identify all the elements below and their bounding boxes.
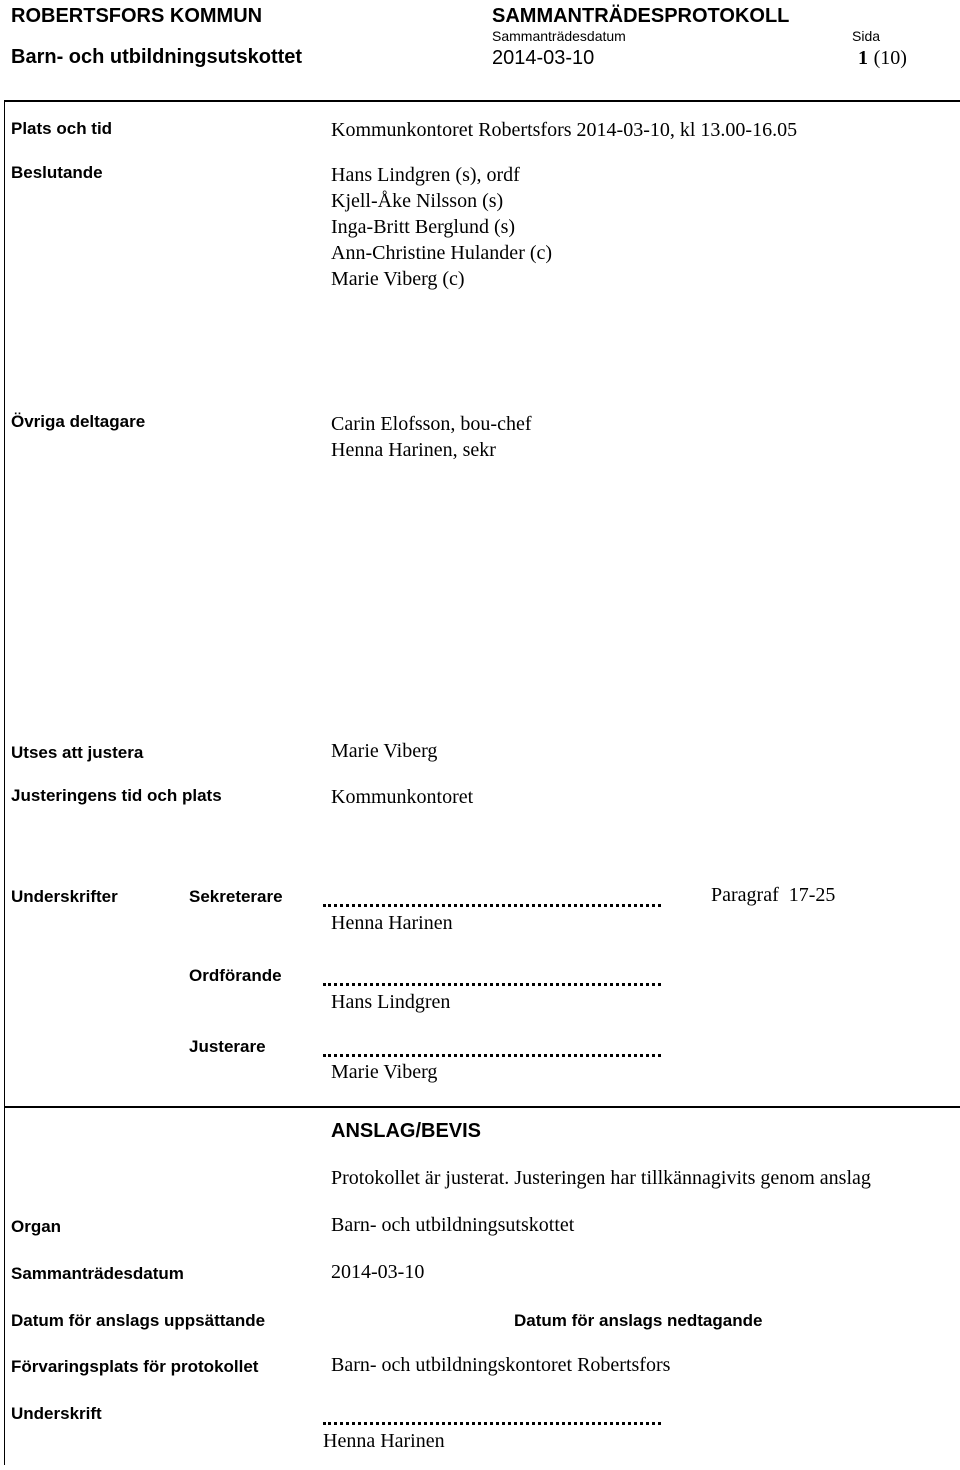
paragraph-value: 17-25 xyxy=(788,884,836,906)
chair-signature-line xyxy=(323,983,661,986)
meeting-date-label: Sammanträdesdatum xyxy=(11,1264,184,1283)
notice-signature-name: Henna Harinen xyxy=(323,1430,445,1452)
other-participants-list xyxy=(331,411,532,463)
paragraph-info xyxy=(711,882,835,908)
signature-label: Underskrift xyxy=(11,1404,102,1423)
secretary-signature-line xyxy=(323,904,661,907)
secretary-role: Sekreterare xyxy=(189,887,283,906)
adjustment-place-value: Kommunkontoret xyxy=(331,786,474,808)
adjuster-name: Marie Viberg xyxy=(331,1061,438,1083)
secretary-name: Henna Harinen xyxy=(331,912,453,934)
storage-value: Barn- och utbildningskontoret Robertsfors xyxy=(331,1354,671,1376)
deciders-list xyxy=(331,162,552,292)
adjustment-place-label: Justeringens tid och plats xyxy=(11,786,222,805)
place-time-value: Kommunkontoret Robertsfors 2014-03-10, kl 13.00-16.05 xyxy=(331,119,798,141)
document-type: SAMMANTRÄDESPROTOKOLL xyxy=(492,5,790,27)
adjuster-label: Utses att justera xyxy=(11,743,144,762)
header-date-label: Sammanträdesdatum xyxy=(492,28,626,44)
notice-posted-label: Datum för anslags uppsättande xyxy=(11,1311,266,1330)
page-number xyxy=(858,47,907,70)
organ-label: Organ xyxy=(11,1217,62,1236)
notice-statement: Protokollet är justerat. Justeringen har tillkännagivits genom anslag xyxy=(331,1167,871,1189)
chair-role: Ordförande xyxy=(189,966,282,985)
page-label: Sida xyxy=(852,28,881,44)
adjuster-role: Justerare xyxy=(189,1037,266,1056)
header-date: 2014-03-10 xyxy=(492,47,595,69)
decider-item: Inga-Britt Berglund (s) xyxy=(331,216,516,238)
decider-item: Ann-Christine Hulander (c) xyxy=(331,242,553,264)
organ-value: Barn- och utbildningsutskottet xyxy=(331,1214,575,1236)
notice-divider xyxy=(4,1106,960,1108)
page-current: 1 xyxy=(858,47,868,69)
chair-name: Hans Lindgren xyxy=(331,991,451,1013)
left-border xyxy=(4,100,5,1465)
notice-title: ANSLAG/BEVIS xyxy=(331,1120,482,1142)
decider-item: Kjell-Åke Nilsson (s) xyxy=(331,190,504,212)
decider-item: Marie Viberg (c) xyxy=(331,268,465,290)
paragraph-label: Paragraf xyxy=(711,884,779,906)
participant-item: Henna Harinen, sekr xyxy=(331,439,496,461)
notice-signature-line xyxy=(323,1422,661,1425)
page-total: (10) xyxy=(873,47,907,69)
notice-removed-label: Datum för anslags nedtagande xyxy=(514,1311,763,1330)
place-time-label: Plats och tid xyxy=(11,119,113,138)
signatures-label: Underskrifter xyxy=(11,887,118,906)
organization-name: ROBERTSFORS KOMMUN xyxy=(11,5,263,27)
other-participants-label: Övriga deltagare xyxy=(11,412,146,431)
committee-name: Barn- och utbildningsutskottet xyxy=(11,46,303,68)
storage-label: Förvaringsplats för protokollet xyxy=(11,1357,259,1376)
decider-item: Hans Lindgren (s), ordf xyxy=(331,164,520,186)
meeting-date-value: 2014-03-10 xyxy=(331,1261,425,1283)
participant-item: Carin Elofsson, bou-chef xyxy=(331,413,532,435)
deciders-label: Beslutande xyxy=(11,163,103,182)
adjuster-value: Marie Viberg xyxy=(331,740,438,762)
adjuster-signature-line xyxy=(323,1054,661,1057)
header-divider xyxy=(4,100,960,102)
